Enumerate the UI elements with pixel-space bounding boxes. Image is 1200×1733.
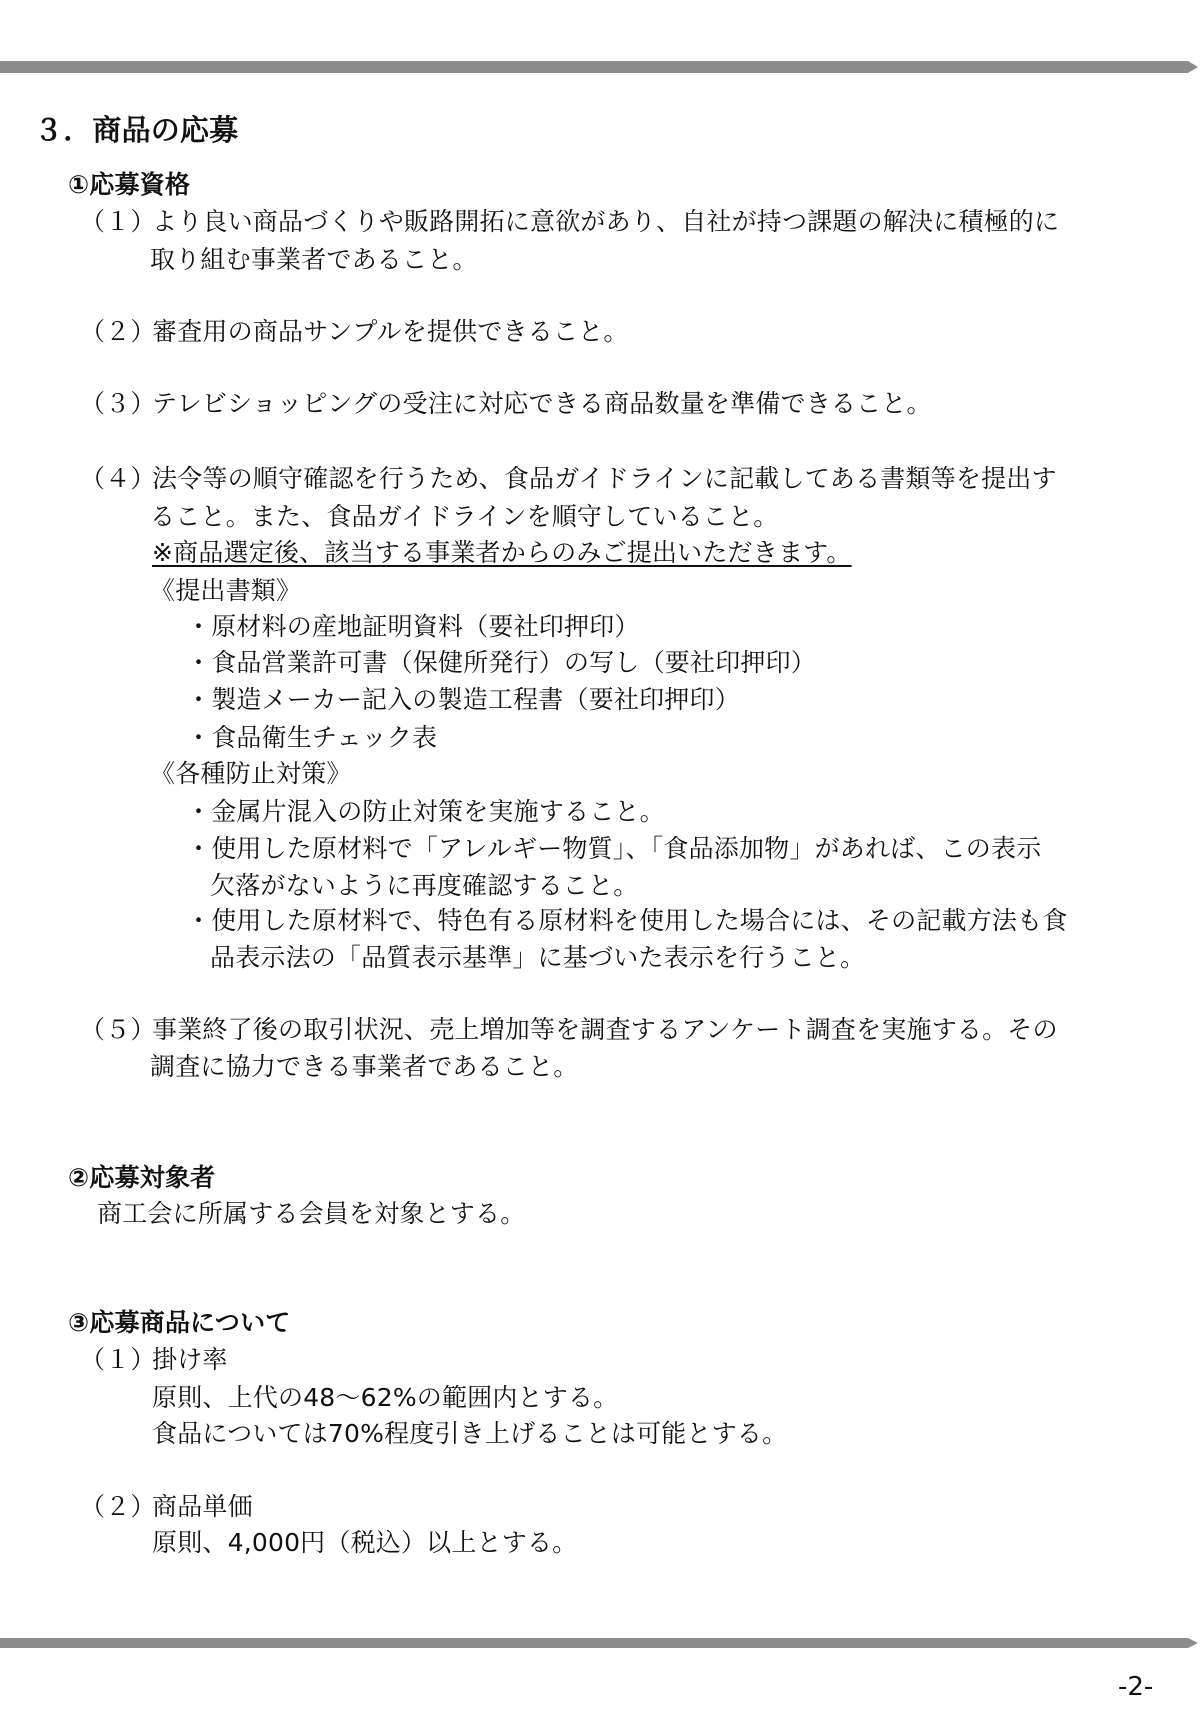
top-divider [0, 58, 1200, 78]
products-item2-title: 商品単価 [152, 1492, 253, 1521]
products-item1-line1: 原則、上代の48～62%の範囲内とする。 [152, 1383, 619, 1412]
target-text: 商工会に所属する会員を対象とする。 [97, 1199, 526, 1228]
page-number: -2- [1118, 1672, 1154, 1702]
item1-line2: 取り組む事業者であること。 [150, 245, 478, 274]
item3-line1: テレビショッピングの受注に対応できる商品数量を準備できること。 [152, 389, 932, 418]
doc-item: ・食品営業許可書（保健所発行）の写し（要社印押印） [186, 648, 817, 677]
doc-item: ・製造メーカー記入の製造工程書（要社印押印） [186, 685, 740, 714]
measure-item-continued: 品表示法の「品質表示基準」に基づいた表示を行うこと。 [210, 943, 866, 972]
item3-number: （３） [80, 389, 156, 418]
products-heading: ③応募商品について [68, 1308, 291, 1337]
item1-line1: より良い商品づくりや販路開拓に意欲があり、自社が持つ課題の解決に積極的に [152, 207, 1060, 236]
item2-line1: 審査用の商品サンプルを提供できること。 [152, 317, 629, 346]
item5-line1: 事業終了後の取引状況、売上増加等を調査するアンケート調査を実施する。その [152, 1015, 1058, 1044]
item5-number: （５） [80, 1015, 156, 1044]
products-item1-title: 掛け率 [152, 1345, 228, 1374]
docs-heading: 《提出書類》 [150, 576, 302, 605]
item5-line2: 調査に協力できる事業者であること。 [150, 1052, 579, 1081]
item1-number: （１） [80, 207, 156, 236]
measure-item: ・使用した原材料で「アレルギー物質」、「食品添加物」があれば、この表示 [186, 834, 1042, 863]
item4-line2: ること。また、食品ガイドラインを順守していること。 [150, 502, 779, 531]
products-item1-number: （１） [80, 1345, 156, 1374]
item4-line1: 法令等の順守確認を行うため、食品ガイドラインに記載してある書類等を提出す [152, 464, 1057, 493]
item4-note: ※商品選定後、該当する事業者からのみご提出いただきます。 [152, 538, 852, 567]
products-item1-line2: 食品については70%程度引き上げることは可能とする。 [152, 1419, 788, 1448]
measures-heading: 《各種防止対策》 [150, 759, 352, 788]
target-heading: ②応募対象者 [68, 1163, 216, 1192]
doc-item: ・食品衛生チェック表 [186, 723, 438, 752]
item4-number: （４） [80, 464, 156, 493]
item2-number: （２） [80, 317, 156, 346]
measure-item: ・使用した原材料で、特色有る原材料を使用した場合には、その記載方法も食 [186, 906, 1068, 935]
bottom-divider [0, 1634, 1200, 1654]
doc-item: ・原材料の産地証明資料（要社印押印） [186, 612, 640, 641]
measure-item: ・金属片混入の防止対策を実施すること。 [186, 797, 665, 826]
products-item2-number: （２） [80, 1492, 156, 1521]
measure-item-continued: 欠落がないように再度確認すること。 [210, 871, 639, 900]
section-title: ３．商品の応募 [34, 113, 239, 147]
eligibility-heading: ①応募資格 [68, 170, 191, 199]
products-item2-line1: 原則、4,000円（税込）以上とする。 [152, 1528, 578, 1557]
